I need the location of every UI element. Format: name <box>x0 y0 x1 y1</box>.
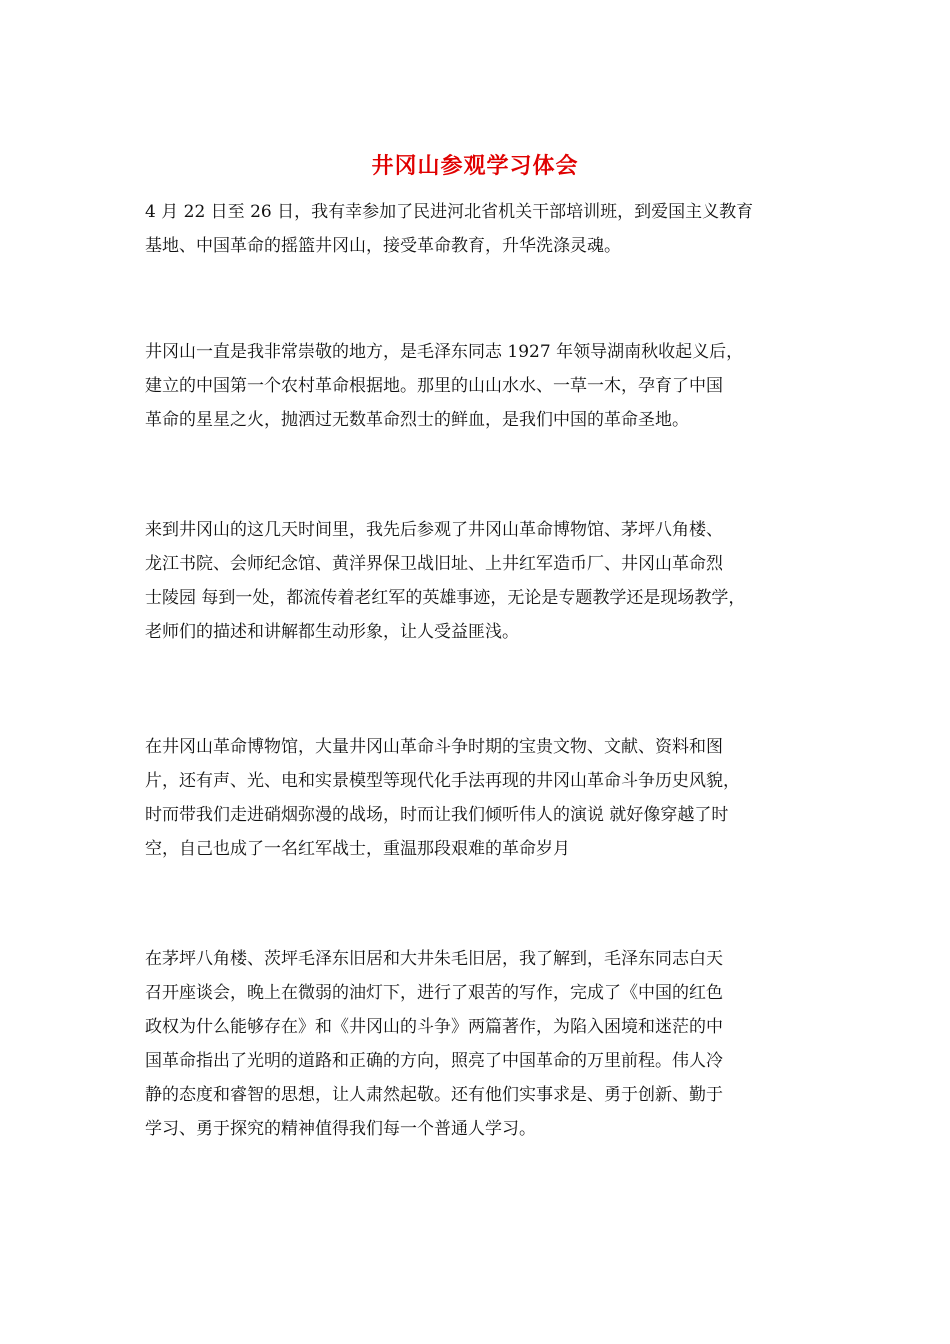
paragraph-line: 在茅坪八角楼、茨坪毛泽东旧居和大井朱毛旧居，我了解到，毛泽东同志白天 <box>145 949 723 969</box>
paragraph-line: 召开座谈会，晚上在微弱的油灯下，进行了艰苦的写作，完成了《中国的红色 <box>145 983 723 1003</box>
paragraph-2 <box>145 335 815 437</box>
paragraph-3 <box>145 513 815 649</box>
paragraph-line: 建立的中国第一个农村革命根据地。那里的山山水水、一草一木，孕育了中国 <box>145 376 723 396</box>
document-title: 井冈山参观学习体会 <box>371 153 579 179</box>
paragraph-1 <box>145 195 815 263</box>
paragraph-line: 士陵园 每到一处，都流传着老红军的英雄事迹，无论是专题教学还是现场教学， <box>145 588 746 608</box>
paragraph-line: 政权为什么能够存在》和《井冈山的斗争》两篇著作，为陷入困境和迷茫的中 <box>145 1017 723 1037</box>
paragraph-5 <box>145 942 815 1146</box>
paragraph-line: 老师们的描述和讲解都生动形象，让人受益匪浅。 <box>145 622 519 642</box>
paragraph-line: 龙江书院、会师纪念馆、黄洋界保卫战旧址、上井红军造币厂、井冈山革命烈 <box>145 554 723 574</box>
paragraph-line: 国革命指出了光明的道路和正确的方向，照亮了中国革命的万里前程。伟人冷 <box>145 1051 723 1071</box>
paragraph-4 <box>145 730 815 866</box>
paragraph-line: 来到井冈山的这几天时间里，我先后参观了井冈山革命博物馆、茅坪八角楼、 <box>145 520 723 540</box>
paragraph-line: 时而带我们走进硝烟弥漫的战场，时而让我们倾听伟人的演说 就好像穿越了时 <box>145 805 729 825</box>
paragraph-line: 革命的星星之火，抛洒过无数革命烈士的鲜血，是我们中国的革命圣地。 <box>145 410 689 430</box>
paragraph-line: 井冈山一直是我非常崇敬的地方，是毛泽东同志 1927 年领导湖南秋收起义后， <box>145 342 744 362</box>
paragraph-line: 学习、勇于探究的精神值得我们每一个普通人学习。 <box>145 1119 536 1139</box>
paragraph-line: 静的态度和睿智的思想，让人肃然起敬。还有他们实事求是、勇于创新、勤于 <box>145 1085 723 1105</box>
paragraph-line: 基地、中国革命的摇篮井冈山，接受革命教育，升华洗涤灵魂。 <box>145 236 621 256</box>
paragraph-line: 4 月 22 日至 26 日，我有幸参加了民进河北省机关干部培训班，到爱国主义教育 <box>145 202 754 222</box>
paragraph-line: 在井冈山革命博物馆，大量井冈山革命斗争时期的宝贵文物、文献、资料和图 <box>145 737 723 757</box>
paragraph-line: 片，还有声、光、电和实景模型等现代化手法再现的井冈山革命斗争历史风貌， <box>145 771 740 791</box>
paragraph-line: 空，自己也成了一名红军战士，重温那段艰难的革命岁月 <box>145 839 570 859</box>
